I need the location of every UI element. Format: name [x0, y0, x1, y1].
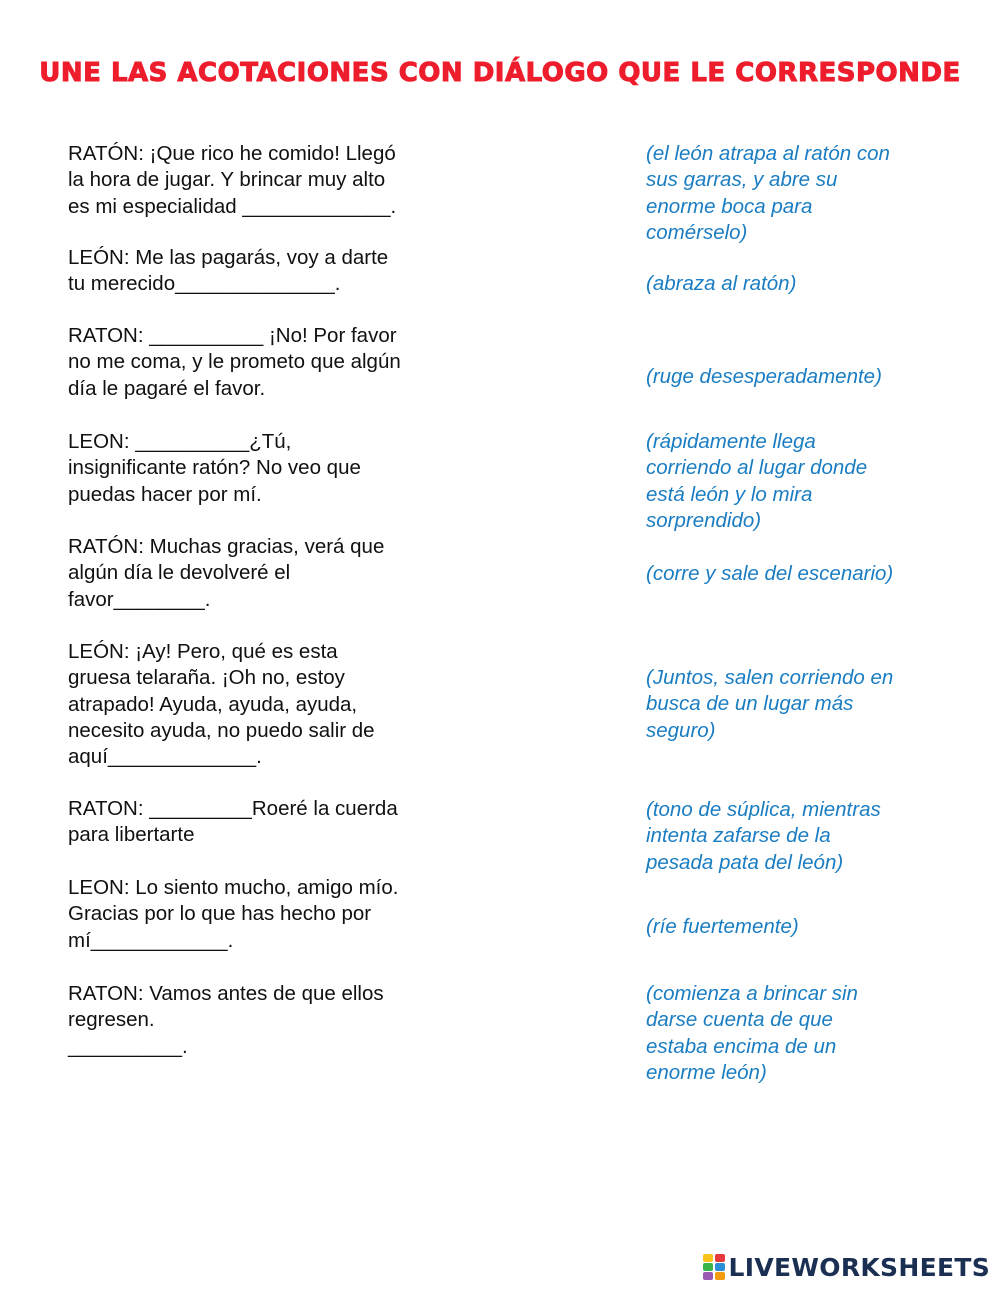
dialogue-6: LEÓN: ¡Ay! Pero, qué es esta gruesa telaraña. ¡Oh no, estoy atrapado! Ayuda, ayuda, ayuda, necesito ayuda, no puedo salir de aquí_____________. [68, 640, 375, 769]
dialogue-3: RATON: __________ ¡No! Por favor no me coma, y le prometo que algún día le pagaré el favor. [68, 324, 401, 400]
acotacion-4[interactable]: (rápidamente llega corriendo al lugar donde está león y lo mira sorprendido) [646, 430, 868, 532]
acotacion-1[interactable]: (el león atrapa al ratón con sus garras, y abre su enorme boca para comérselo) [646, 142, 890, 244]
dialogue-5: RATÓN: Muchas gracias, verá que algún día le devolveré el favor________. [68, 535, 385, 611]
worksheet-title: UNE LAS ACOTACIONES CON DIÁLOGO QUE LE CORRESPONDE [39, 58, 961, 88]
dialogue-4: LEON: __________¿Tú, insignificante ratón? No veo que puedas hacer por mí. [68, 430, 361, 506]
acotacion-9[interactable]: (comienza a brincar sin darse cuenta de que estaba encima de un enorme león) [646, 982, 858, 1084]
acotacion-7[interactable]: (tono de súplica, mientras intenta zafarse de la pesada pata del león) [646, 798, 881, 874]
acotacion-8[interactable]: (ríe fuertemente) [646, 915, 799, 938]
acotacion-2[interactable]: (abraza al ratón) [646, 272, 797, 295]
dialogue-1: RATÓN: ¡Que rico he comido! Llegó la hora de jugar. Y brincar muy alto es mi especialidad _____________. [68, 142, 397, 218]
liveworksheets-brand [703, 1253, 990, 1281]
dialogue-9: RATON: Vamos antes de que ellos regresen. __________. [68, 982, 384, 1058]
acotacion-5[interactable]: (corre y sale del escenario) [646, 562, 894, 585]
acotacion-3[interactable]: (ruge desesperadamente) [646, 365, 882, 388]
dialogue-8: LEON: Lo siento mucho, amigo mío. Gracias por lo que has hecho por mí____________. [68, 876, 399, 952]
liveworksheets-logo-icon [703, 1254, 725, 1280]
liveworksheets-wordmark: LIVEWORKSHEETS [728, 1252, 990, 1282]
dialogue-7: RATON: _________Roeré la cuerda para libertarte [68, 797, 398, 847]
dialogue-2: LEÓN: Me las pagarás, voy a darte tu merecido______________. [68, 246, 389, 296]
acotacion-6[interactable]: (Juntos, salen corriendo en busca de un lugar más seguro) [646, 666, 894, 742]
